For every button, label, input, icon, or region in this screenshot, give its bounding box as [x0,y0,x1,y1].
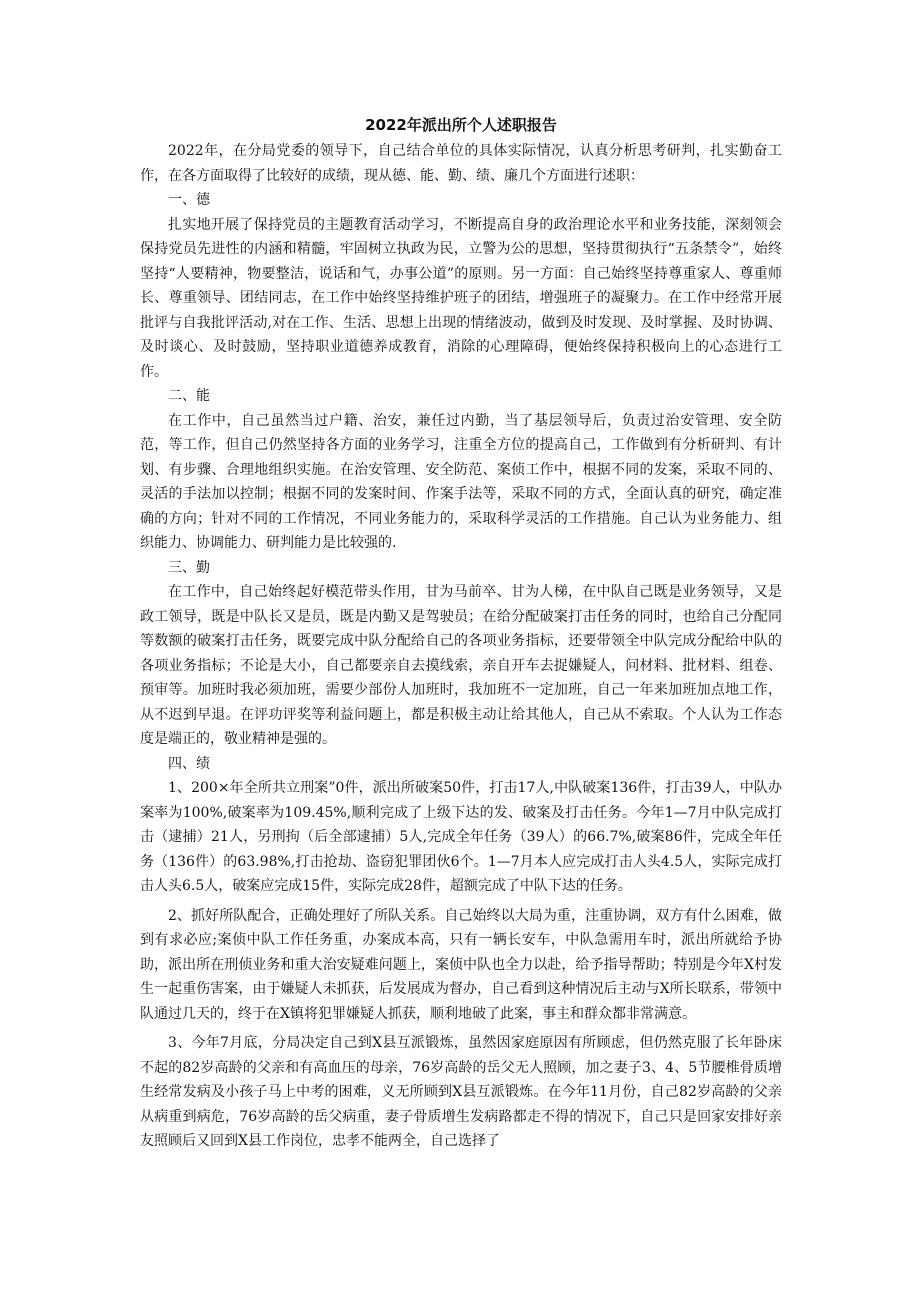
intro-paragraph: 2022年，在分局党委的领导下，自己结合单位的具体实际情况，认真分析思考研判，扎实勤奋工作，在各方面取得了比较好的成绩，现从德、能、勤、绩、廉几个方面进行述职： [140,143,782,184]
section-heading-ji: 四、绩 [168,755,210,772]
section-neng-paragraph: 在工作中，自己虽然当过户籍、治安，兼任过内勤，当了基层领导后，负责过治安管理、安全防范，等工作，但自己仍然坚持各方面的业务学习，注重全方位的提高自己，工作做到有分析研判、有计划、有步骤、合理地组织实施。在治安管理、安全防范、案侦工作中，根据不同的发案，采取不同的、灵活的手法加以控制；根据不同的发案时间、作案手法等，采取不同的方式，全面认真的研究，确定准确的方向；针对不同的工作情况，不同业务能力的，采取科学灵活的工作措施。自己认为业务能力、组织能力、协调能力、研判能力是比较强的. [140,412,782,551]
section-qin-paragraph: 在工作中，自己始终起好模范带头作用，甘为马前卒、甘为人梯，在中队自己既是业务领导，又是政工领导，既是中队长又是员，既是内勤又是驾驶员；在给分配破案打击任务的同时，也给自己分配同等数额的破案打击任务，既要完成中队分配给自己的各项业务指标，还要带领全中队完成分配给中队的各项业务指标；不论是大小，自己都要亲自去摸线索，亲自开车去捉嫌疑人，问材料、批材料、组卷、预审等。加班时我必须加班，需要少部份人加班时，我加班不一定加班，自己一年来加班加点地工作，从不迟到早退。在评功评奖等利益问题上，都是积极主动让给其他人，自己从不索取。个人认为工作态度是端正的，敬业精神是强的。 [140,584,782,747]
document-page [140,112,782,1154]
section-ji-paragraph-3: 3、今年7月底，分局决定自己到X县互派锻炼，虽然因家庭原因有所顾虑，但仍然克服了长年卧床不起的82岁高龄的父亲和有高血压的母亲，76岁高龄的岳父无人照顾，加之妻子3、4、5节腰椎骨质增生经常发病及小孩子马上中考的困难，义无所顾到X县互派锻炼。在今年11月份，自己82岁高龄的父亲从病重到病危，76岁高龄的岳父病重，妻子骨质增生发病路都走不得的情况下，自己只是回家安排好亲友照顾后又回到X县工作岗位，忠孝不能两全，自己选择了 [140,1035,782,1149]
section-heading-de: 一、德 [168,192,210,208]
section-ji-paragraph-1: 1、200×年全所共立刑案”0件，派出所破案50件，打击17人,中队破案136件，打击39人，中队办案率为100%,破案率为109.45%,顺利完成了上级下达的发、破案及打击任务。今年1—7月中队完成打击（逮捕）21人，另刑拘（后全部逮捕）5人,完成全年任务（39人）的66.7%,破案86件，完成全年任务（136件）的63.98%,打击抢劫、盗窃犯罪团伙6个。1—7月本人应完成打击人头4.5人，实际完成打击人头6.5人，破案应完成15件，实际完成28件，超额完成了中队下达的任务。 [140,780,782,894]
section-de-paragraph: 扎实地开展了保持党员的主题教育活动学习，不断提高自身的政治理论水平和业务技能，深刻领会保持党员先进性的内涵和精髓，牢固树立执政为民，立警为公的思想，坚持贯彻执行“五条禁令”，始终坚持“人要精神，物要整洁，说话和气，办事公道”的原则。另一方面：自己始终坚持尊重家人、尊重师长、尊重领导、团结同志，在工作中始终坚持维护班子的团结，增强班子的凝聚力。在工作中经常开展批评与自我批评活动,对在工作、生活、思想上出现的情绪波动，做到及时发现、及时掌握、及时协调、及时谈心、及时鼓励，坚持职业道德养成教育，消除的心理障碍，便始终保持积极向上的心态进行工作。 [140,216,782,380]
section-ji-paragraph-2: 2、抓好所队配合，正确处理好了所队关系。自己始终以大局为重，注重协调，双方有什么困难，做到有求必应;案侦中队工作任务重，办案成本高，只有一辆长安车，中队急需用车时，派出所就给予协助，派出所在刑侦业务和重大治安疑难问题上，案侦中队也全力以赴，给予指导帮助；特别是今年X村发生一起重伤害案，由于嫌疑人未抓获，后发展成为督办，自己看到这种情况后主动与X所长联系，带领中队通过几天的，终于在X镇将犯罪嫌疑人抓获，顺利地破了此案，事主和群众都非常满意。 [140,907,782,1022]
section-heading-qin: 三、勤 [168,559,210,576]
section-heading-neng: 二、能 [168,388,210,404]
document-title: 2022年派出所个人述职报告 [365,116,557,134]
